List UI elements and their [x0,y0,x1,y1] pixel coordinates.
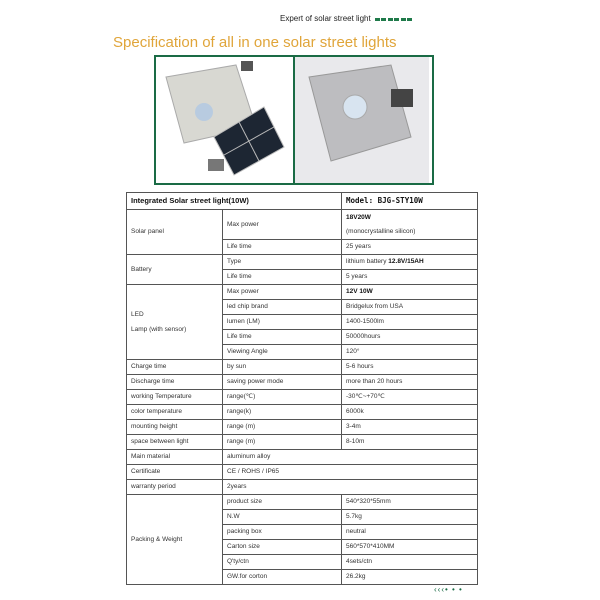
row-label: working Temperature [127,390,223,405]
cell: 3-4m [342,420,478,435]
cell: Viewing Angle [223,345,342,360]
page-title: Specification of all in one solar street lights [113,34,397,51]
cell: more than 20 hours [342,375,478,390]
cell: Max power [223,285,342,300]
cell: product size [223,495,342,510]
cell: GW.for corton [223,570,342,585]
cell: 8-10m [342,435,478,450]
cell: 26.2kg [342,570,478,585]
cell: 1400-1500lm [342,315,478,330]
cell: 560*570*410MM [342,540,478,555]
tagline-text: Expert of solar street light [280,14,371,23]
battery-spec: 12.8V/15AH [388,258,424,265]
row-label: space between light [127,435,223,450]
green-dashes [375,14,414,23]
cell: Q'ty/ctn [223,555,342,570]
cell: 5-6 hours [342,360,478,375]
table-title: Integrated Solar street light(10W) [127,193,342,210]
tagline [280,14,414,23]
cell: range(k) [223,405,342,420]
cell: aluminum alloy [223,450,478,465]
cell: Bridgelux from USA [342,300,478,315]
cell: saving power mode [223,375,342,390]
cell: 25 years [342,240,478,255]
row-label: color temperature [127,405,223,420]
cell: 540*320*55mm [342,495,478,510]
cell: range (m) [223,435,342,450]
row-label: Discharge time [127,375,223,390]
row-label: Battery [127,255,223,285]
cell: Life time [223,240,342,255]
photo-lamp-with-panel [156,57,293,183]
cell: CE / ROHS / IP65 [223,465,478,480]
cell: range (m) [223,420,342,435]
cell: neutral [342,525,478,540]
cell: 4sets/ctn [342,555,478,570]
cell: 50000hours [342,330,478,345]
cell: 5 years [342,270,478,285]
cell: 6000k [342,405,478,420]
cell: Carton size [223,540,342,555]
cell: Life time [223,330,342,345]
solar-max-power: 18V20W [346,213,371,221]
row-label [127,285,223,360]
row-label: Charge time [127,360,223,375]
cell: 2years [223,480,478,495]
row-label: warranty period [127,480,223,495]
cell: -30℃~+70℃ [342,390,478,405]
model-number: Model: BJG-STY10W [342,193,478,210]
product-photos [154,55,434,185]
cell [342,255,478,270]
cell [342,285,478,300]
led-label-2: Lamp (with sensor) [131,326,187,333]
battery-type: lithium battery [346,258,389,265]
cell: 120° [342,345,478,360]
spec-table [126,192,478,585]
cell: range(℃) [223,390,342,405]
cell: Max power [223,210,342,240]
row-label: Solar panel [127,210,223,255]
led-max-power: 12V 10W [346,288,373,295]
cell: 5.7kg [342,510,478,525]
photo-lamp-bottom [293,57,432,183]
cell: by sun [223,360,342,375]
solar-note: (monocrystalline silicon) [346,227,416,235]
cell [342,210,478,240]
row-label: Main material [127,450,223,465]
row-label: Packing & Weight [127,495,223,585]
cell: led chip brand [223,300,342,315]
cell: N.W [223,510,342,525]
row-label: mounting height [127,420,223,435]
led-label: LED [131,311,144,318]
cell: lumen (LM) [223,315,342,330]
row-label: Certificate [127,465,223,480]
cell: packing box [223,525,342,540]
cell: Life time [223,270,342,285]
cell: Type [223,255,342,270]
footer-mark: ‹‹‹• • • [434,585,463,594]
